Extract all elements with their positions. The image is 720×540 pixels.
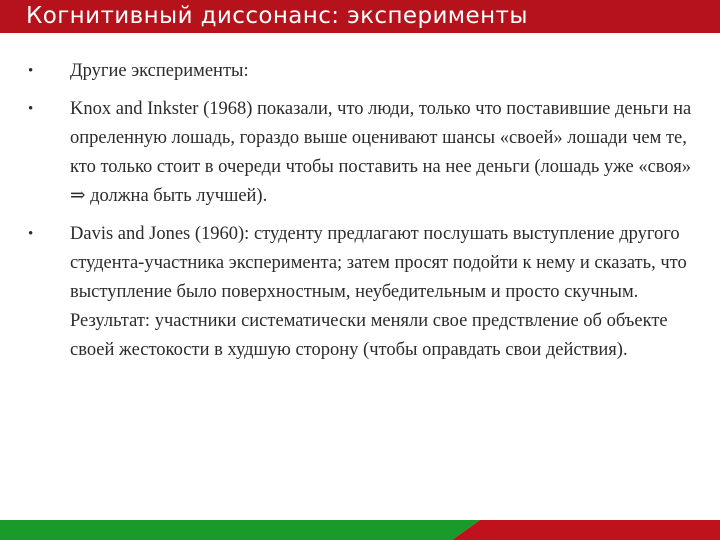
bullet-marker: •: [28, 226, 34, 242]
bullet-text: Davis and Jones (1960): студенту предлагают послушать выступление другого студента-участника эксперимента; затем просят подойти к нему и сказать, что выступление было поверхностным, неубедительным и просто скучным. Результат: участники систематически меняли свое предствление об объекте своей жестокости в худшую сторону (чтобы оправдать свои действия).: [70, 224, 687, 360]
bullet-text: Другие эксперименты:: [70, 61, 249, 81]
bullet-list: [28, 57, 696, 374]
footer-decoration: [0, 520, 720, 540]
title-bar: [0, 0, 720, 33]
footer-green-band: [0, 520, 480, 540]
bullet-text: Knox and Inkster (1968) показали, что люди, только что поставившие деньги на опреленную лошадь, гораздо выше оценивают шансы «своей» лошади чем те, кто только стоит в очереди чтобы поставить на нее деньги (лошадь уже «своя» ⇒ должна быть лучшей).: [70, 99, 692, 206]
bullet-marker: •: [28, 63, 34, 79]
bullet-marker: •: [28, 101, 34, 117]
bullet-item-other-experiments: [28, 57, 696, 86]
bullet-item-knox-inkster: [28, 95, 696, 211]
bullet-item-davis-jones: [28, 220, 696, 365]
slide-title: Когнитивный диссонанс: эксперименты: [26, 3, 528, 29]
footer-red-band: [452, 520, 720, 540]
